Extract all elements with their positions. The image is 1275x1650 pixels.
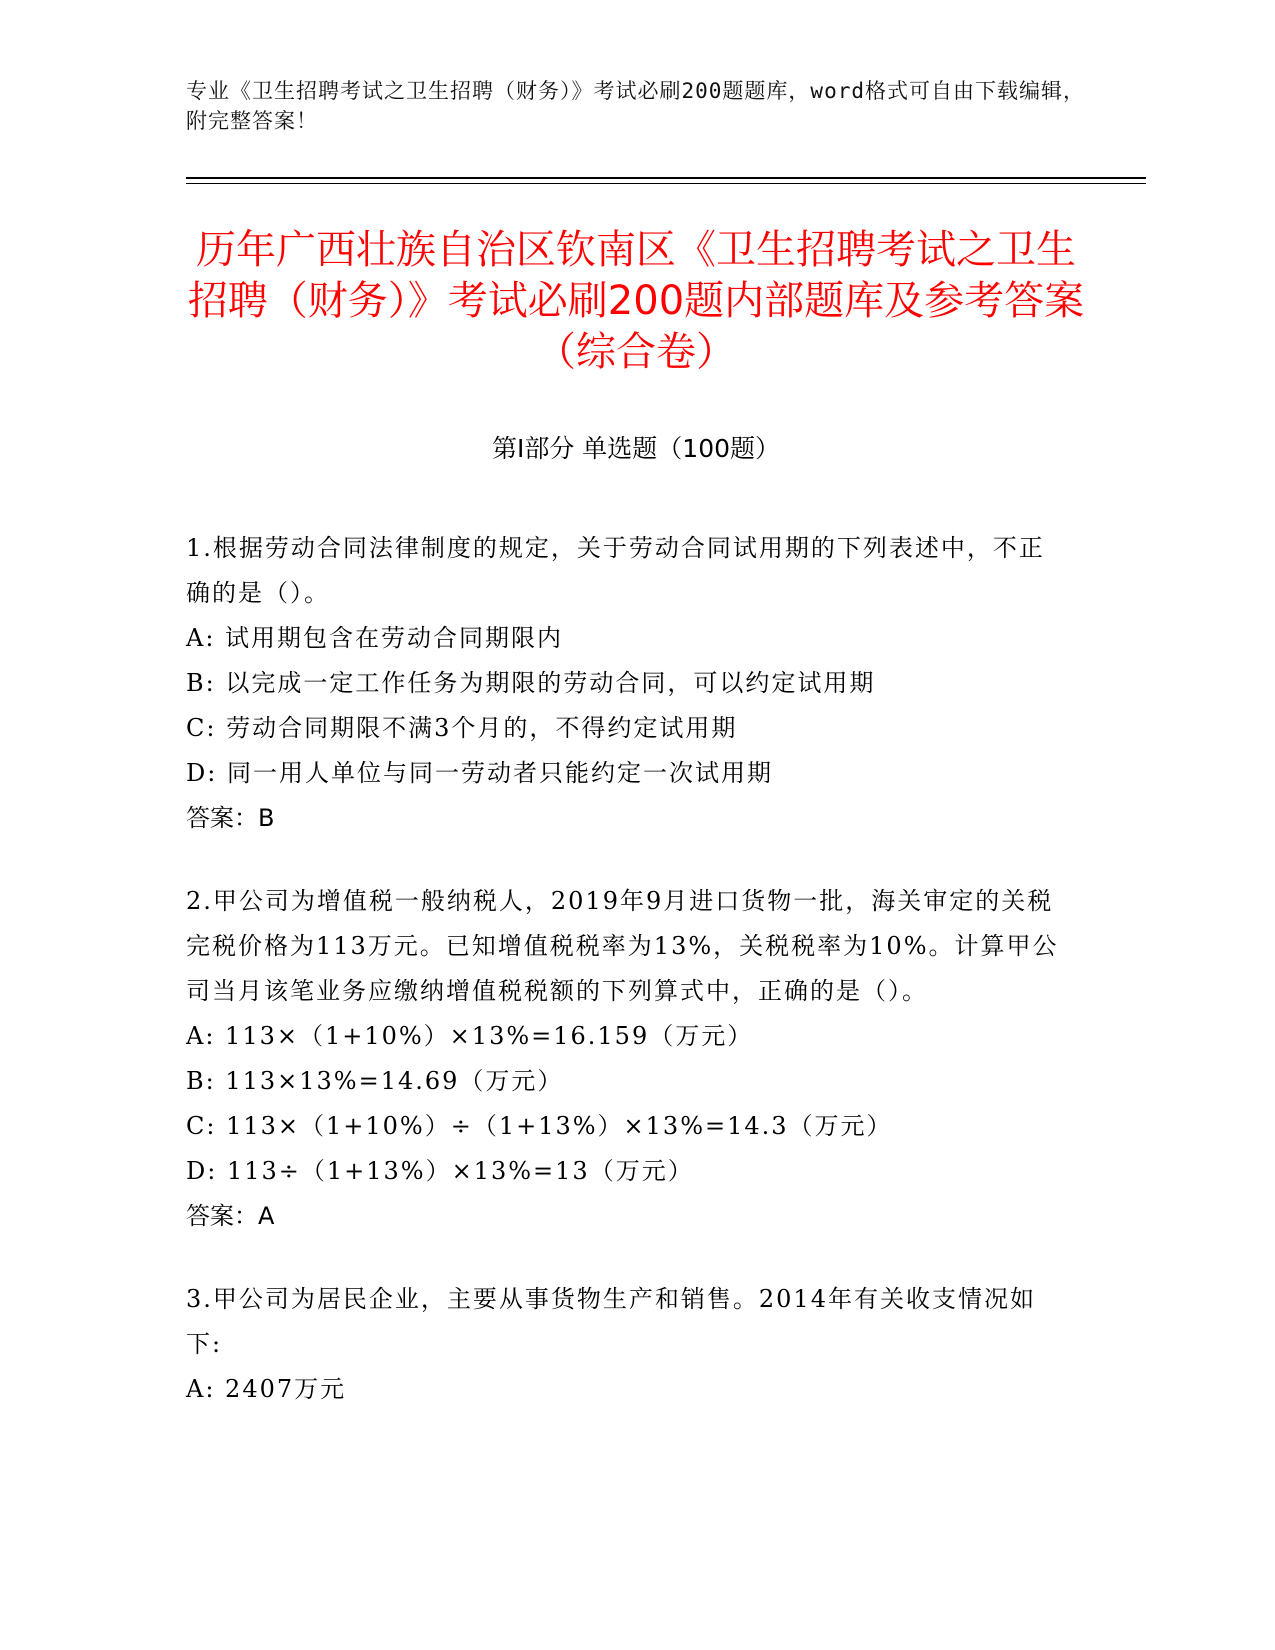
option-a: A: 2407万元 [186,1375,347,1403]
question-1 [186,526,1066,841]
question-3 [186,1277,1066,1412]
option-d: D: 113÷（1+13%）×13%=13（万元） [186,1157,694,1185]
question-stem: 2.甲公司为增值税一般纳税人，2019年9月进口货物一批，海关审定的关税完税价格为113万元。已知增值税税率为13%，关税税率为10%。计算甲公司当月该笔业务应缴纳增值税税额的下列算式中，正确的是（）。 [186,887,1059,1005]
option-d: D: 同一用人单位与同一劳动者只能约定一次试用期 [186,759,773,787]
answer: 答案：A [186,1202,275,1230]
question-stem: 3.甲公司为居民企业，主要从事货物生产和销售。2014年有关收支情况如下: [186,1285,1036,1358]
question-list [186,526,1066,1450]
option-b: B: 以完成一定工作任务为期限的劳动合同，可以约定试用期 [186,669,876,697]
answer: 答案：B [186,804,275,832]
header-note: 专业《卫生招聘考试之卫生招聘（财务）》考试必刷200题题库，word格式可自由下载编辑，附完整答案！ [186,79,1085,133]
question-stem: 1.根据劳动合同法律制度的规定，关于劳动合同试用期的下列表述中，不正确的是（）。 [186,534,1045,607]
section-title: 第I部分 单选题（100题） [491,434,781,463]
option-a: A: 113×（1+10%）×13%=16.159（万元） [186,1022,754,1050]
option-c: C: 113×（1+10%）÷（1+13%）×13%=14.3（万元） [186,1112,893,1140]
question-2 [186,879,1066,1239]
option-b: B: 113×13%=14.69（万元） [186,1067,564,1095]
document-title: 历年广西壮族自治区钦南区《卫生招聘考试之卫生招聘（财务）》考试必刷200题内部题库及参考答案（综合卷） [187,227,1085,375]
header-divider-thick [186,177,1146,179]
header-divider-thin [186,183,1146,184]
option-a: A: 试用期包含在劳动合同期限内 [186,624,564,652]
option-c: C: 劳动合同期限不满3个月的，不得约定试用期 [186,714,738,742]
